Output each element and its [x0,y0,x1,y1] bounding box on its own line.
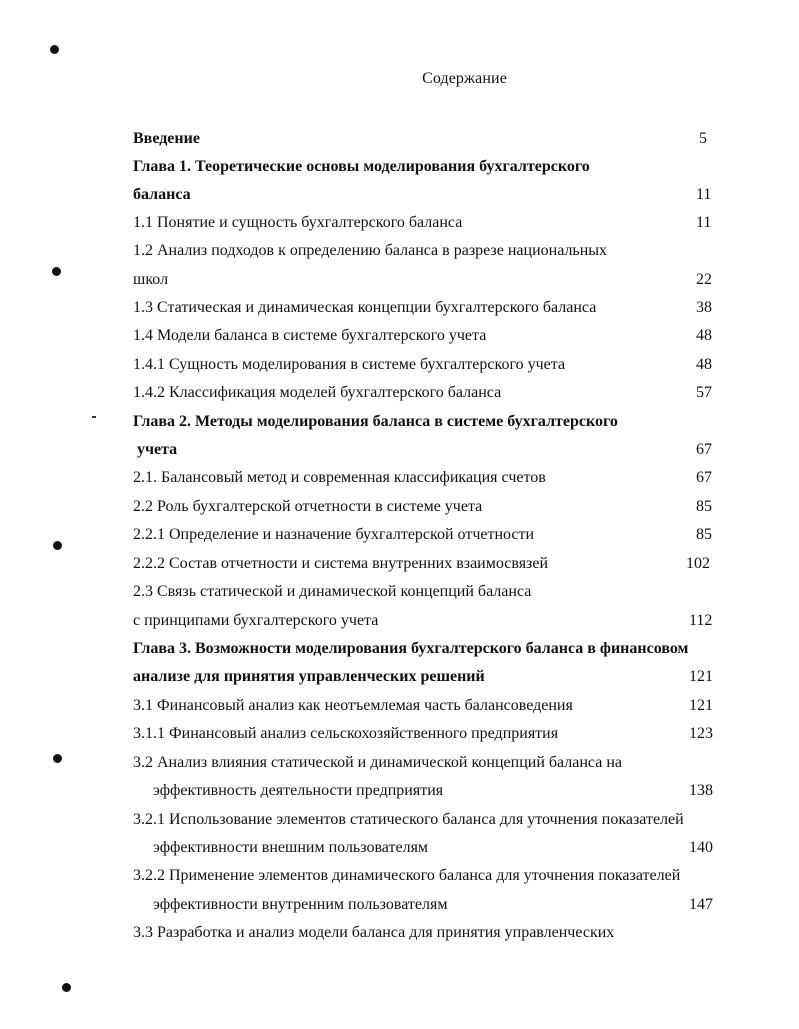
toc-entry-3-2-1: 3.2.1 Использование элементов статического баланса для уточнения показателей [133,811,684,828]
binder-hole-mark [53,541,62,550]
toc-entry-3-2-cont: эффективность деятельности предприятия [153,782,444,799]
toc-page-number: 48 [696,356,712,373]
toc-entry-1-2-cont: школ [133,271,169,288]
toc-entry-2-1: 2.1. Балансовый метод и современная классификация счетов [133,469,546,486]
toc-entry-2-2-1: 2.2.1 Определение и назначение бухгалтерской отчетности [133,526,535,543]
toc-page-number: 102 [686,555,710,572]
toc-page-number: 22 [696,271,712,288]
toc-entry-1-1: 1.1 Понятие и сущность бухгалтерского баланса [133,214,463,231]
binder-hole-mark [52,267,61,276]
toc-page-number: 11 [696,214,712,231]
toc-page-number: 57 [696,384,712,401]
toc-entry-3-1-1: 3.1.1 Финансовый анализ сельскохозяйственного предприятия [133,725,559,742]
toc-page-number: 85 [696,526,712,543]
toc-page-number: 67 [696,469,712,486]
toc-entry-2-3-cont: с принципами бухгалтерского учета [133,612,379,629]
toc-entry-2-2-2: 2.2.2 Состав отчетности и система внутренних взаимосвязей [133,555,549,572]
toc-page-number: 5 [699,130,707,147]
toc-entry-chapter1-cont: баланса [133,186,191,203]
toc-entry-1-4-1: 1.4.1 Сущность моделирования в системе бухгалтерского учета [133,356,566,373]
toc-page-number: 67 [696,441,712,458]
toc-page-number: 85 [696,498,712,515]
toc-page-number: 121 [689,668,713,685]
toc-entry-1-3: 1.3 Статическая и динамическая концепции бухгалтерского баланса [133,299,597,316]
toc-entry-chapter2-cont: учета [137,441,178,458]
toc-entry-intro: Введение [133,130,200,147]
toc-page-number: 147 [689,896,713,913]
toc-page-number: 123 [689,725,713,742]
toc-entry-1-4-2: 1.4.2 Классификация моделей бухгалтерского баланса [133,384,502,401]
toc-entry-chapter1: Глава 1. Теоретические основы моделирования бухгалтерского [133,158,590,175]
toc-entry-1-2: 1.2 Анализ подходов к определению баланса в разрезе национальных [133,242,608,259]
toc-entry-3-2-1-cont: эффективности внешним пользователям [153,839,429,856]
scan-speck [92,416,96,418]
toc-page-number: 11 [696,186,712,203]
toc-page-number: 38 [696,299,712,316]
binder-hole-mark [53,754,62,763]
toc-entry-2-3: 2.3 Связь статической и динамической концепций баланса [133,583,532,600]
toc-entry-chapter3-cont: анализе для принятия управленческих решений [133,668,485,685]
toc-page-number: 48 [696,327,712,344]
toc-page-number: 140 [689,839,713,856]
toc-page-number: 121 [689,697,713,714]
toc-entry-3-1: 3.1 Финансовый анализ как неотъемлемая часть балансоведения [133,697,573,714]
toc-entry-3-2-2: 3.2.2 Применение элементов динамического баланса для уточнения показателей [133,867,681,884]
toc-entry-3-3: 3.3 Разработка и анализ модели баланса для принятия управленческих [133,924,615,941]
page-title: Содержание [422,70,507,87]
toc-entry-2-2: 2.2 Роль бухгалтерской отчетности в системе учета [133,498,483,515]
toc-entry-3-2: 3.2 Анализ влияния статической и динамической концепций баланса на [133,754,622,771]
toc-entry-chapter2: Глава 2. Методы моделирования баланса в системе бухгалтерского [133,413,618,430]
toc-page-number: 112 [689,612,713,629]
binder-hole-mark [62,983,71,992]
toc-entry-3-2-2-cont: эффективности внутренним пользователям [153,896,448,913]
toc-entry-chapter3: Глава 3. Возможности моделирования бухгалтерского баланса в финансовом [133,640,689,657]
binder-hole-mark [50,45,59,54]
toc-page-number: 138 [689,782,713,799]
toc-entry-1-4: 1.4 Модели баланса в системе бухгалтерского учета [133,327,487,344]
